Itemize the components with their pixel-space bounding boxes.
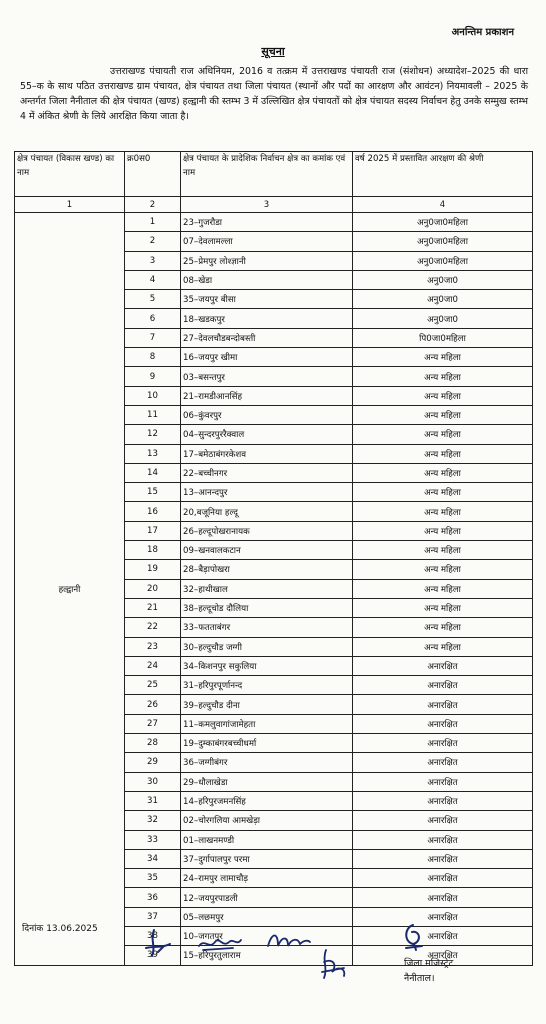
constituency-cell: 03–बसन्तपुर [181,367,353,386]
header-constituency: क्षेत्र पंचायत के प्रादेशिक निर्वाचन क्षेत्र का कमांक एवं नाम [181,152,353,197]
category-cell: अन्य महिला [353,521,533,540]
column-number: 1 [15,197,125,213]
serial-number-cell: 12 [125,425,181,444]
constituency-cell: 34–किशनपुर सकुलिया [181,656,353,675]
category-cell: अनारक्षित [353,676,533,695]
column-number: 2 [125,197,181,213]
column-number: 3 [181,197,353,213]
category-cell: अन्य महिला [353,405,533,424]
constituency-cell: 09–खनवालकटान [181,541,353,560]
serial-number-cell: 8 [125,348,181,367]
constituency-cell: 35–जयपुर बीसा [181,290,353,309]
category-cell: अन्य महिला [353,541,533,560]
constituency-cell: 18–खडकपुर [181,309,353,328]
category-cell: अन्य महिला [353,386,533,405]
constituency-cell: 08–खेडा [181,270,353,289]
serial-number-cell: 24 [125,656,181,675]
constituency-cell: 28–बैड़ापोखरा [181,560,353,579]
block-name-cell: हल्द्वानी [15,213,125,966]
constituency-cell: 24–रामपुर लामाचौड़ [181,869,353,888]
serial-number-cell: 15 [125,483,181,502]
category-cell: अनु0जा0महिला [353,213,533,232]
category-cell: अन्य महिला [353,502,533,521]
constituency-cell: 01–लाखनमण्डी [181,830,353,849]
serial-number-cell: 1 [125,213,181,232]
serial-number-cell: 31 [125,791,181,810]
constituency-cell: 33–फतताबंगर [181,618,353,637]
serial-number-cell: 19 [125,560,181,579]
notice-date: दिनांक 13.06.2025 [22,924,98,934]
constituency-cell: 21–रामडीआनसिंह [181,386,353,405]
serial-number-cell: 7 [125,328,181,347]
constituency-cell: 13–आनन्दपुर [181,483,353,502]
serial-number-cell: 21 [125,598,181,617]
constituency-cell: 20,बजूनिया हल्दू [181,502,353,521]
header-reservation-category: वर्ष 2025 में प्रस्तावित आरक्षण की श्रेणी [353,152,533,197]
column-number-row [15,197,533,213]
category-cell: अनारक्षित [353,907,533,926]
category-cell: अनारक्षित [353,734,533,753]
signatory-designation [404,956,453,986]
constituency-cell: 11–कमलुवागांजामेहता [181,714,353,733]
category-cell: अनारक्षित [353,695,533,714]
constituency-cell: 29–धौलाखेडा [181,772,353,791]
category-cell: अनारक्षित [353,714,533,733]
category-cell: अनु0जा0 [353,309,533,328]
constituency-cell: 15–हरिपुरतुलाराम [181,946,353,965]
category-cell: अनारक्षित [353,830,533,849]
notice-title: सूचना [261,45,285,58]
column-number: 4 [353,197,533,213]
category-cell: अन्य महिला [353,579,533,598]
category-cell: अनारक्षित [353,869,533,888]
category-cell: अनारक्षित [353,772,533,791]
category-cell: पि0जा0महिला [353,328,533,347]
designation-district: नैनीताल। [404,973,435,984]
serial-number-cell: 6 [125,309,181,328]
table-header-row [15,152,533,197]
category-cell: अनु0जा0 [353,270,533,289]
serial-number-cell: 25 [125,676,181,695]
serial-number-cell: 36 [125,888,181,907]
constituency-cell: 30–हल्दुचौड जग्गी [181,637,353,656]
category-cell: अन्य महिला [353,618,533,637]
serial-number-cell: 32 [125,811,181,830]
serial-number-cell: 17 [125,521,181,540]
serial-number-cell: 5 [125,290,181,309]
category-cell: अनारक्षित [353,791,533,810]
serial-number-cell: 34 [125,849,181,868]
serial-number-cell: 14 [125,463,181,482]
constituency-cell: 31–हरिपुरपूर्णानन्द [181,676,353,695]
serial-number-cell: 39 [125,946,181,965]
serial-number-cell: 27 [125,714,181,733]
constituency-cell: 02–चोरगलिया आमखेड़ा [181,811,353,830]
constituency-cell: 26–हल्दूपोखरानायक [181,521,353,540]
reservation-table [14,151,533,966]
serial-number-cell: 4 [125,270,181,289]
constituency-cell: 14–हरिपुरजमनसिंह [181,791,353,810]
table-body [15,213,533,966]
constituency-cell: 22–बच्चीनगर [181,463,353,482]
category-cell: अन्य महिला [353,348,533,367]
header-serial-number: क्र0स0 [125,152,181,197]
signature-mark-3 [264,928,314,956]
designation-title: जिला मजिस्ट्रेट [404,958,454,969]
serial-number-cell: 18 [125,541,181,560]
constituency-cell: 38–हल्दूचोड दौलिया [181,598,353,617]
category-cell: अन्य महिला [353,367,533,386]
serial-number-cell: 37 [125,907,181,926]
serial-number-cell: 28 [125,734,181,753]
header-block-name: क्षेत्र पंचायत (विकास खण्ड) का नाम [15,152,125,197]
constituency-cell: 12–जयपुरपाडली [181,888,353,907]
constituency-cell: 16–जयपुर खीमा [181,348,353,367]
serial-number-cell: 9 [125,367,181,386]
category-cell: अनु0जा0महिला [353,232,533,251]
constituency-cell: 37–दुर्गापालपुर परमा [181,849,353,868]
serial-number-cell: 16 [125,502,181,521]
serial-number-cell: 26 [125,695,181,714]
category-cell: अन्य महिला [353,463,533,482]
constituency-cell: 25–प्रेमपुर लोश्ज्ञानी [181,251,353,270]
table-row [15,213,533,232]
category-cell: अन्य महिला [353,425,533,444]
signature-mark-4 [318,946,354,982]
signature-mark-dm [398,922,428,952]
serial-number-cell: 30 [125,772,181,791]
serial-number-cell: 3 [125,251,181,270]
constituency-cell: 07–देवलामल्ला [181,232,353,251]
serial-number-cell: 22 [125,618,181,637]
category-cell: अनारक्षित [353,888,533,907]
notice-intro: उत्तराखण्ड पंचायती राज अधिनियम, 2016 व तत्क्रम में उत्तराखण्ड पंचायती राज (संशोधन) अध्यादेश–2025 की धारा 55–क के साथ पठित उत्तराखण्ड ग्राम पंचायत, क्षेत्र पंचायत तथा जिला पंचायत (स्थानों और पदों का आरक्षण और आवंटन) नियमावली – 2025 के अन्तर्गत जिला नैनीताल की क्षेत्र पंचायत (खण्ड) हल्द्वानी की स्तम्भ 3 में उल्लिखित क्षेत्र पंचायतों को क्षेत्र पंचायत सदस्य निर्वाचन हेतु उनके सम्मुख स्तम्भ 4 में अंकित श्रेणी के लिये आरक्षित किया जाता है। [20,66,528,122]
constituency-cell: 06–कुंवरपुर [181,405,353,424]
category-cell: अनु0जा0महिला [353,251,533,270]
serial-number-cell: 38 [125,926,181,945]
serial-number-cell: 2 [125,232,181,251]
category-cell: अनारक्षित [353,811,533,830]
provisional-publication-label: अनन्तिम प्रकाशन [451,27,514,38]
category-cell: अनारक्षित [353,753,533,772]
serial-number-cell: 29 [125,753,181,772]
category-cell: अनारक्षित [353,926,533,945]
serial-number-cell: 10 [125,386,181,405]
serial-number-cell: 13 [125,444,181,463]
constituency-cell: 19–दुम्काबंगरबच्चीधर्मा [181,734,353,753]
constituency-cell: 36–जग्गीबंगर [181,753,353,772]
category-cell: अनारक्षित [353,656,533,675]
constituency-cell: 23–गुजरौडा [181,213,353,232]
serial-number-cell: 11 [125,405,181,424]
signature-mark-1 [140,926,180,962]
category-cell: अन्य महिला [353,444,533,463]
serial-number-cell: 20 [125,579,181,598]
constituency-cell: 04–सुन्दरपुररैक्वाल [181,425,353,444]
category-cell: अन्य महिला [353,560,533,579]
serial-number-cell: 33 [125,830,181,849]
constituency-cell: 17–बमेठाबंगरकेशव [181,444,353,463]
constituency-cell: 10–जगतपुर [181,926,353,945]
category-cell: अनु0जा0 [353,290,533,309]
constituency-cell: 39–हल्दुचौड दीना [181,695,353,714]
category-cell: अन्य महिला [353,637,533,656]
category-cell: अनारक्षित [353,849,533,868]
constituency-cell: 32–हाथीखाल [181,579,353,598]
serial-number-cell: 23 [125,637,181,656]
serial-number-cell: 35 [125,869,181,888]
category-cell: अन्य महिला [353,598,533,617]
category-cell: अनारक्षित [353,946,533,965]
category-cell: अन्य महिला [353,483,533,502]
signature-mark-2 [195,932,245,956]
constituency-cell: 27–देवलचौडबन्दोबस्ती [181,328,353,347]
constituency-cell: 05–लछमपुर [181,907,353,926]
